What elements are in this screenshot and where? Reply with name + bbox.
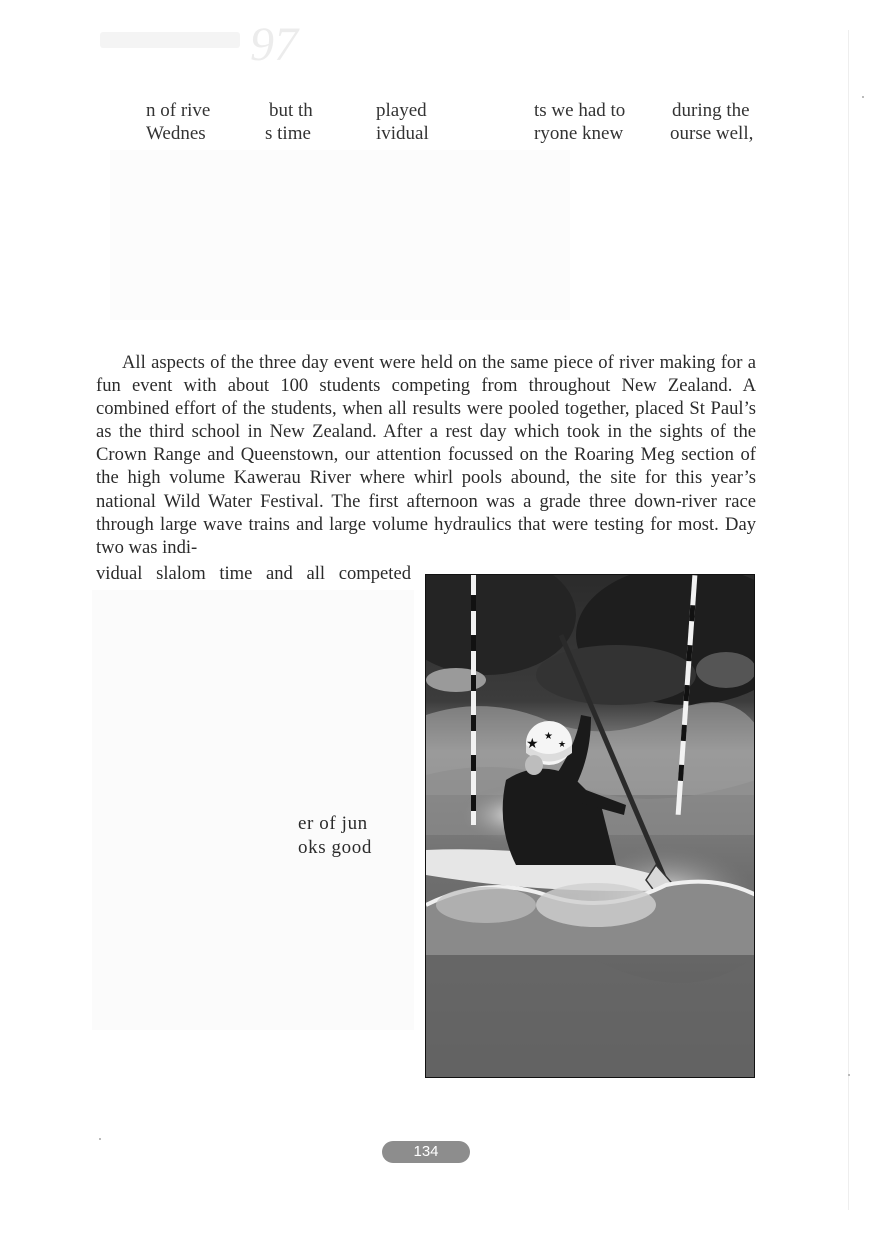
side-fragment-line: er of jun <box>298 813 368 834</box>
fragment: Wednes <box>146 123 206 144</box>
scan-speck <box>848 1074 850 1076</box>
page-number-badge: 134 <box>382 1141 470 1163</box>
svg-text:★: ★ <box>544 731 553 742</box>
fragment: but th <box>269 100 313 121</box>
fragment: played <box>376 100 427 121</box>
fragment: s time <box>265 123 311 144</box>
side-fragment-line: oks good <box>298 837 372 858</box>
fragment: ryone knew <box>534 123 624 144</box>
fragment: ts we had to <box>534 100 626 121</box>
slalom-pole-left <box>471 575 476 825</box>
article-narrow-line: vidual slalom time and all competed <box>96 563 411 584</box>
scan-edge-line <box>848 30 849 1210</box>
svg-text:★: ★ <box>526 736 539 752</box>
article-paragraph: All aspects of the three day event were held on the same piece of river making for a fun event with about 100 students competing from throughout New Zealand. A combined effort of the students, when all results were pooled together, placed St Paul’s as the third school in New Zealand. After a rest day which took in the sights of the Crown Range and Queenstown, our attention focussed on the Roaring Meg section of the high volume Kawerau River where whirl pools abound, the site for this year’s national Wild Water Festival. The first afternoon was a grade three down-river race through large wave trains and large volume hydraulics that were testing for most. Day two was indi- <box>96 352 756 558</box>
faded-year-text: 97 <box>250 18 298 70</box>
fragment-row-2 <box>0 123 876 147</box>
scan-speck <box>99 1138 101 1140</box>
kayaker-photo <box>425 574 755 1078</box>
scan-speck <box>862 96 864 98</box>
svg-text:★: ★ <box>558 740 567 750</box>
erased-column <box>92 590 414 1030</box>
faded-header-mark <box>100 10 310 70</box>
fragment: ividual <box>376 123 429 144</box>
erased-area <box>110 150 570 320</box>
fragment: ourse well, <box>670 123 754 144</box>
fragment: during the <box>672 100 750 121</box>
side-fragment-block <box>298 812 378 860</box>
fragment-row-1 <box>0 100 876 124</box>
fragment: n of rive <box>146 100 211 121</box>
